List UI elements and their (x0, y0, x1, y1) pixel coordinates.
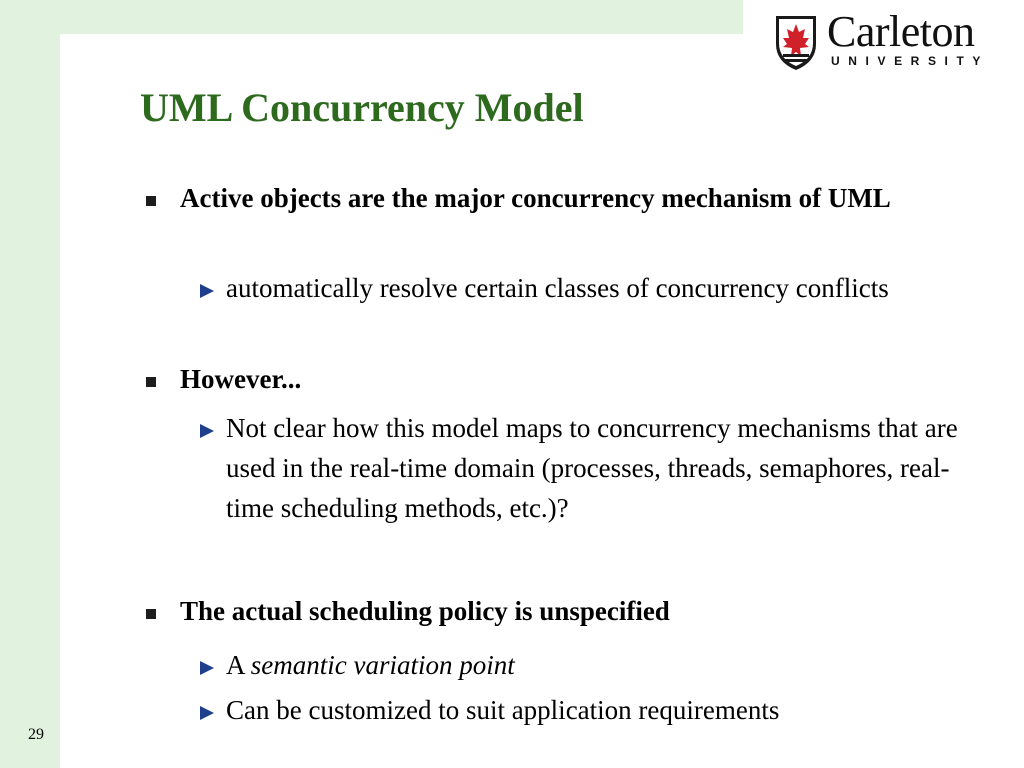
bullet-1-text: Active objects are the major concurrency mechanism of UML (180, 183, 891, 213)
shield-icon (773, 14, 819, 72)
square-bullet-icon (146, 377, 156, 387)
logo-subtitle: UNIVERSITY (831, 54, 990, 68)
bullet-3-sub-2: Can be customized to suit application requirements (226, 695, 780, 725)
square-bullet-icon (146, 196, 156, 206)
sub-prefix: A (226, 650, 245, 680)
arrow-bullet-icon (198, 660, 216, 676)
bullet-3-sub-1 (226, 645, 986, 685)
arrow-bullet-icon (198, 283, 216, 299)
bullet-1-sub-1: automatically resolve certain classes of concurrency conflicts (226, 273, 889, 303)
emphasis-text: semantic variation point (250, 650, 515, 680)
square-bullet-icon (146, 609, 156, 619)
bullet-2-sub-1: Not clear how this model maps to concurrency mechanisms that are used in the real-time domain (processes, threads, semaphores, real-time scheduling methods, etc.)? (226, 413, 958, 523)
page-number: 29 (28, 726, 44, 743)
arrow-bullet-icon (198, 705, 216, 721)
bullet-2-text: However... (180, 364, 302, 394)
logo-name: Carleton (827, 7, 975, 56)
arrow-bullet-icon (198, 423, 216, 439)
bullet-3-text: The actual scheduling policy is unspecified (180, 596, 670, 626)
carleton-logo (743, 0, 1024, 76)
slide-title: UML Concurrency Model (140, 85, 584, 130)
